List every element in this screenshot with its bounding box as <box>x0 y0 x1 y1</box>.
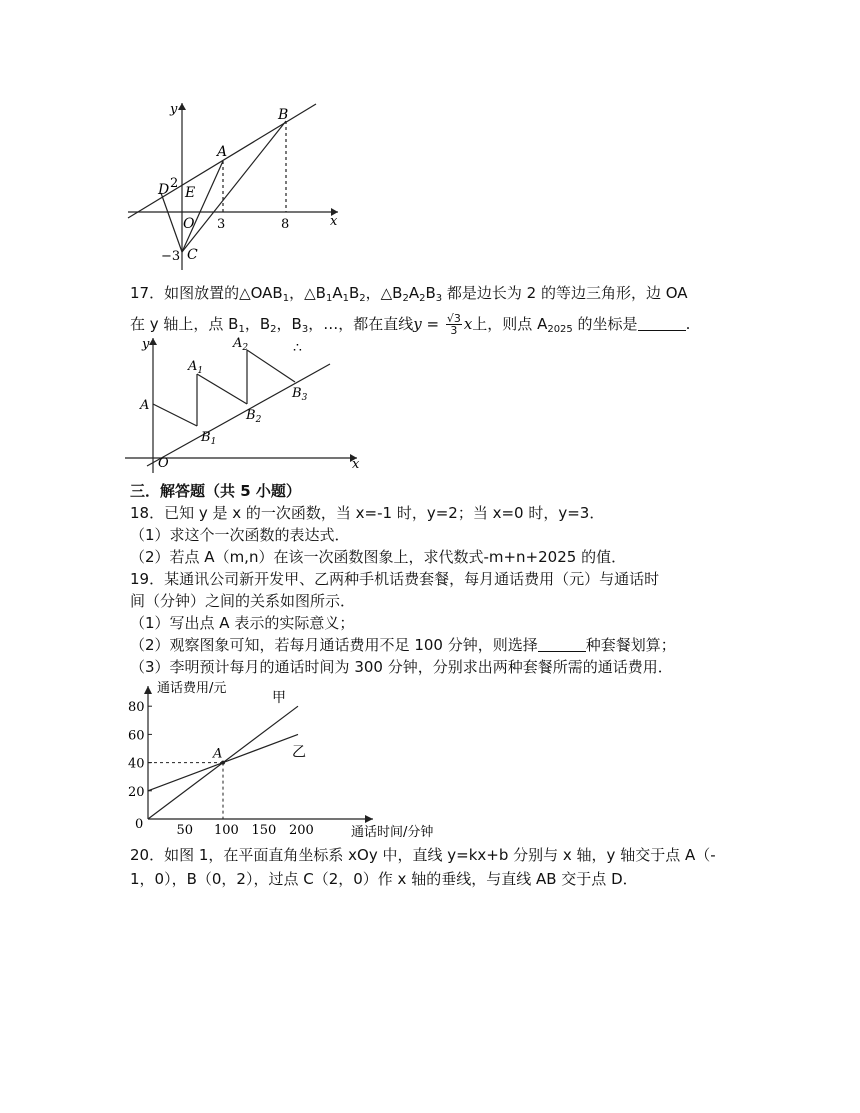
fig16-3: 3 <box>217 217 226 232</box>
fig16-C: C <box>187 247 198 263</box>
q19-line4: （2）观察图象可知，若每月通话费用不足 100 分钟，则选择 种套餐划算； <box>130 636 676 654</box>
figure-q16 <box>120 95 350 275</box>
q17-line2: 在 y 轴上，点 $B_1$，$B_2$，$B_3$，…，都在直线y = $\frac{√3}{3}$ x上，则点 $A_{2025}$ 的坐标是 . <box>130 312 691 337</box>
fig16-E: E <box>185 185 196 201</box>
q18-line1: 18．已知 y 是 x 的一次函数，当 x=-1 时，y=2；当 x=0 时，y=3． <box>130 504 605 522</box>
point-a-label: A <box>213 746 223 762</box>
fig17-A1: $A_1$ <box>188 359 204 376</box>
fig16-B: B <box>278 107 289 123</box>
fig17-B3: $B_3$ <box>292 386 308 403</box>
fig17-O: O <box>158 456 169 471</box>
fig17-B1: $B_1$ <box>201 430 217 447</box>
fig16-A: A <box>217 144 228 160</box>
fig16-D: D <box>158 182 170 198</box>
fig17-y: y <box>142 337 150 352</box>
x-tick-label: 50 <box>176 823 194 838</box>
chart-origin: 0 <box>135 817 144 832</box>
q17-line1: 17．如图放置的$\triangle OAB_1$，$\triangle B_1A_1B_2$，$\triangle B_2A_2B_3$ 都是边长为 2 的等边三角形，边 OA <box>130 284 688 304</box>
fig16-O: O <box>183 216 195 232</box>
q19-line3: （1）写出点 A 表示的实际意义； <box>130 614 355 632</box>
q20-line1: 20．如图 1，在平面直角坐标系 xOy 中，直线 y=kx+b 分别与 x 轴，y 轴交于点 A（- <box>130 846 716 864</box>
fig16-y: y <box>170 102 178 117</box>
series-label-2: 乙 <box>292 744 306 761</box>
q19-line5: （3）李明预计每月的通话时间为 300 分钟，分别求出两种套餐所需的通话费用． <box>130 658 673 676</box>
q19-line2: 间（分钟）之间的关系如图所示． <box>130 592 356 610</box>
q19-line1: 19．某通讯公司新开发甲、乙两种手机话费套餐，每月通话费用（元）与通话时 <box>130 570 660 588</box>
q18-line3: （2）若点 A（m,n）在该一次函数图象上，求代数式-m+n+2025 的值． <box>130 548 627 566</box>
x-tick-label: 150 <box>251 823 277 838</box>
fig16-8: 8 <box>281 217 290 232</box>
answer-blank <box>638 316 686 331</box>
q18-line2: （1）求这个一次函数的表达式． <box>130 526 350 544</box>
chart-xlabel: 通话时间/分钟 <box>351 825 434 840</box>
sqrt3-over-3-fraction: $\frac{√3}{3}$ <box>446 312 461 337</box>
q20-line2: 1，0），B（0，2），过点 C（2，0）作 x 轴的垂线，与直线 AB 交于点 D． <box>130 870 638 888</box>
fig16-neg3: −3 <box>161 249 181 264</box>
y-tick-label: 40 <box>128 756 145 772</box>
y-tick-label: 20 <box>128 784 145 800</box>
figure-q19-chart <box>125 676 465 846</box>
section-heading: 三．解答题（共 5 小题） <box>130 482 301 500</box>
y-tick-label: 80 <box>128 700 145 716</box>
figure-q17 <box>125 330 370 475</box>
fig16-x: x <box>330 214 338 229</box>
x-tick-label: 200 <box>289 823 314 838</box>
answer-blank <box>538 637 586 652</box>
series-label-1: 甲 <box>272 690 286 707</box>
x-tick-label: 100 <box>214 823 239 838</box>
fig17-dots: ∴ <box>293 340 302 356</box>
fig17-A2: $A_2$ <box>233 336 249 353</box>
fig17-B2: $B_2$ <box>246 408 262 425</box>
fig17-x: x <box>352 457 360 472</box>
y-tick-label: 60 <box>128 728 145 744</box>
fig17-A: A <box>140 398 150 413</box>
fig16-2: 2 <box>170 176 179 191</box>
chart-ylabel: 通话费用/元 <box>157 681 227 696</box>
